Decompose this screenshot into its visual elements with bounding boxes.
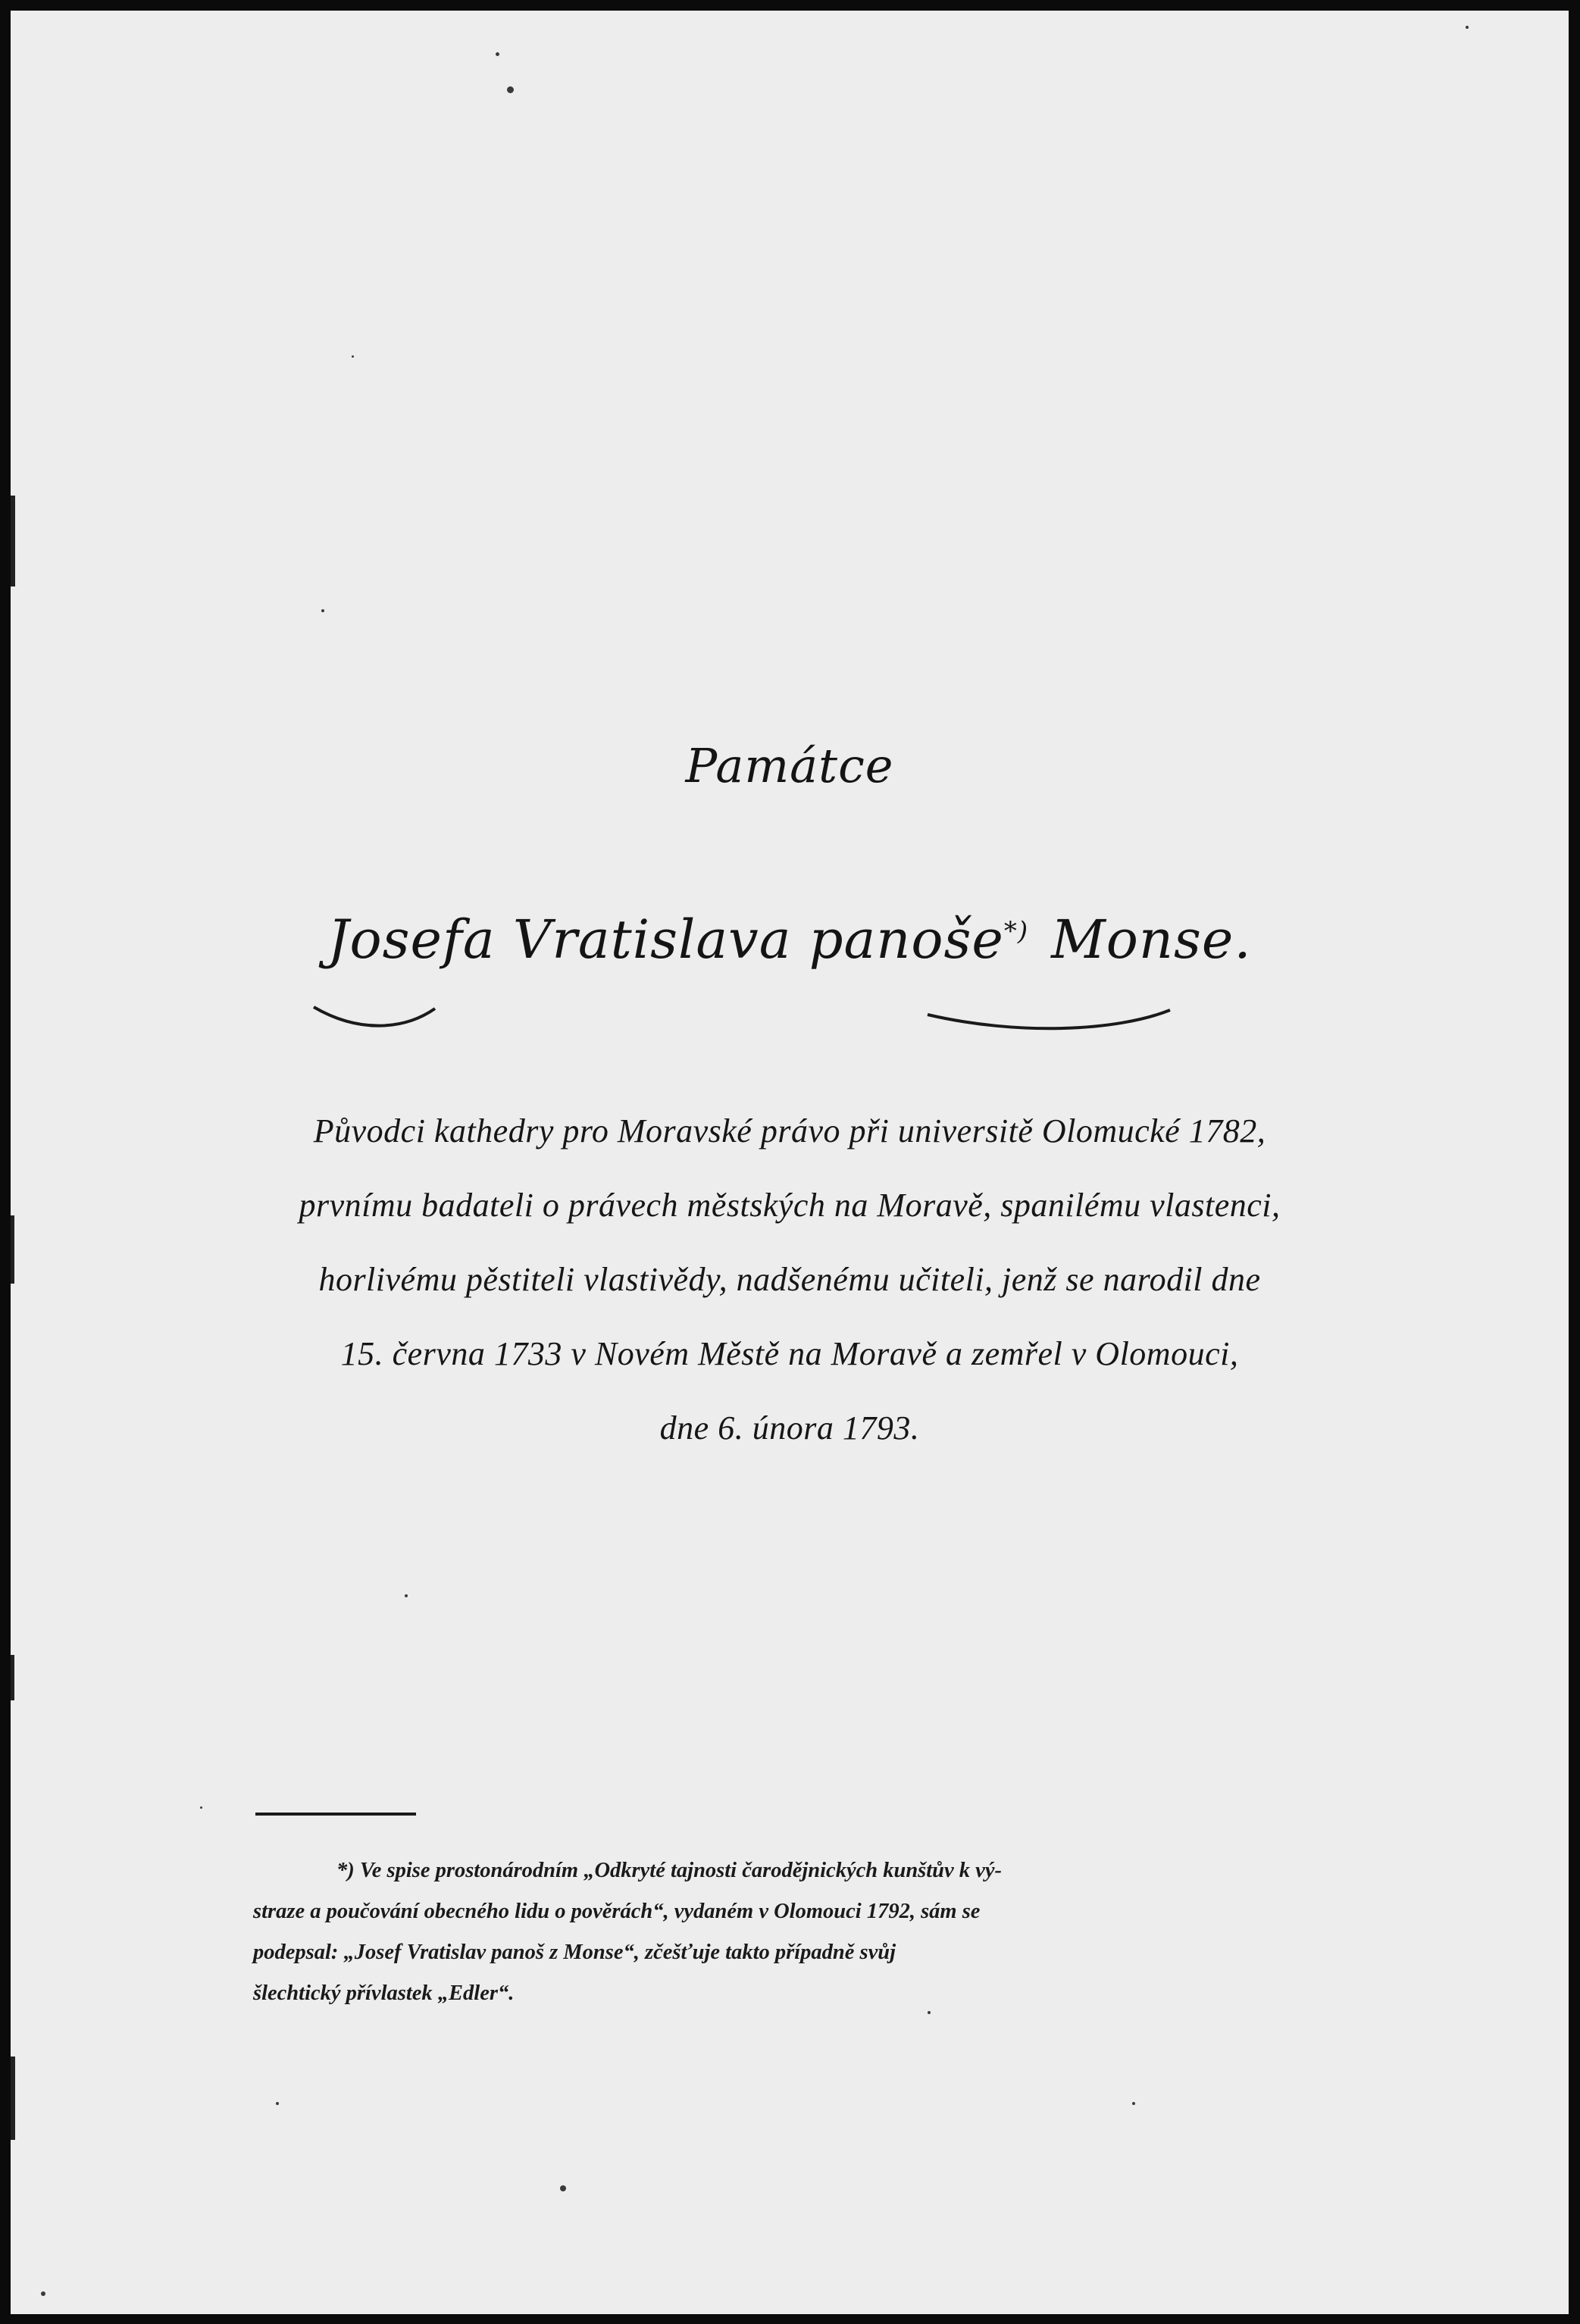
title-name-text: Josefa Vratislava panoše [327,909,1004,971]
scan-speck [507,86,514,93]
scan-speck [496,52,499,56]
page [11,11,1569,2314]
scan-speck [200,1806,202,1809]
dedication-line: Původci kathedry pro Moravské právo při universitě Olomucké 1782, [313,1112,1266,1149]
scan-edge-mark [11,1655,14,1700]
scan-edge-mark [11,496,15,586]
title-swash-ornament [299,992,1208,1037]
dedication-text [11,1094,1569,1465]
scan-edge-mark [11,1215,14,1284]
title-name-end: Monse. [1051,909,1252,971]
scan-speck [928,2011,931,2014]
scan-speck [1466,26,1469,29]
title-heading: Památce [685,738,894,793]
footnote-divider [255,1813,416,1816]
scan-edge-mark [11,2057,15,2140]
scan-speck [321,609,324,612]
dedication-line: dne 6. února 1793. [659,1409,920,1447]
scan-speck [1132,2102,1135,2105]
dedication-line: 15. června 1733 v Novém Městě na Moravě a zemřel v Olomouci, [340,1335,1239,1372]
dedication-line: horlivému pěstiteli vlastivědy, nadšenému učiteli, jenž se narodil dne [318,1261,1261,1298]
scan-speck [405,1594,408,1597]
dedication-line: prvnímu badateli o právech městských na Moravě, spanilému vlastenci, [299,1187,1281,1224]
footnote-marker: *) [1003,915,1029,946]
footnote [253,1850,1269,2014]
title-name [11,909,1569,971]
footnote-line: straze a poučování obecného lidu o pověrách“, vydaném v Olomouci 1792, sám se [253,1900,981,1923]
scan-speck [276,2102,279,2105]
footnote-line: šlechtický přívlastek „Edler“. [253,1981,515,2005]
footnote-line: podepsal: „Josef Vratislav panoš z Monse“, zčešťuje takto případně svůj [253,1941,896,1964]
scan-speck [560,2185,566,2191]
footnote-line: *) Ve spise prostonárodním „Odkryté tajnosti čarodějnických kunštův k vý- [336,1859,1002,1882]
scan-speck [352,355,354,358]
scan-speck [41,2291,45,2296]
